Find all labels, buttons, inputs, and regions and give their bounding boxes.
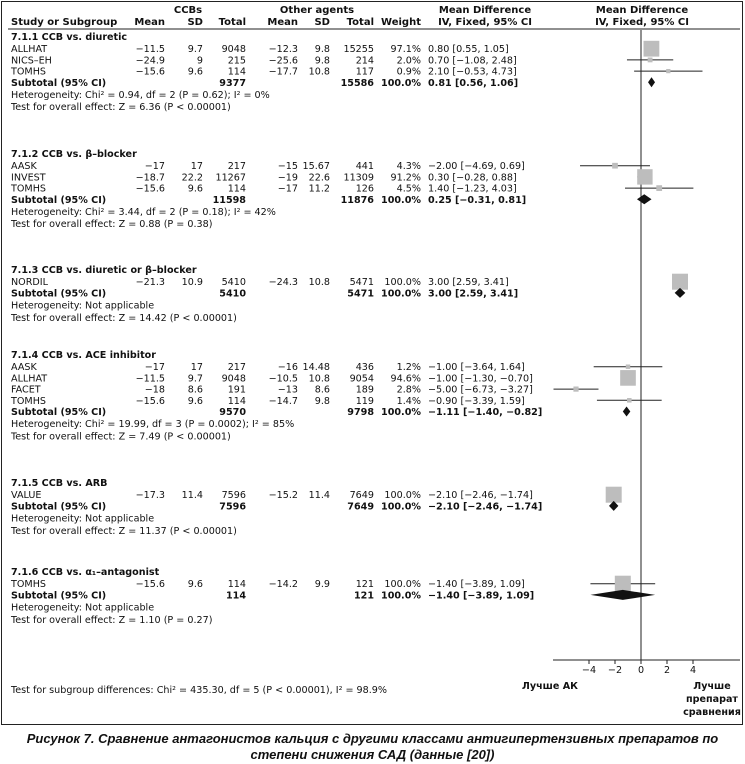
study-ci: −5.00 [−6.73, −3.27] [428,384,533,396]
other-sd: 10.8 [308,373,330,385]
heterogeneity-text: Heterogeneity: Chi² = 19.99, df = 3 (P = 0.0002); I² = 85% [11,419,295,431]
x-tick-label: 4 [689,665,697,676]
other-sd: 9.8 [314,44,330,56]
study-name: TOMHS [11,579,46,591]
ccb-total: 114 [227,66,246,78]
other-total: 117 [355,66,374,78]
study-name: AASK [11,362,37,374]
weight-square [666,69,670,73]
ccb-sd: 22.2 [181,172,203,184]
weight-square [656,185,662,191]
ccb-sd: 9.6 [187,395,203,407]
other-mean: −16 [277,362,298,374]
ccb-mean: −15.6 [135,395,165,407]
study-weight: 2.0% [396,55,421,67]
group-title: 7.1.6 CCB vs. α₁–antagonist [11,567,160,578]
subtotal-other-total: 11876 [340,194,374,206]
study-ci: 0.80 [0.55, 1.05] [428,44,509,56]
other-mean: −13 [277,384,298,396]
ccb-mean: −21.3 [135,277,165,289]
other-mean: −24.3 [268,277,298,289]
heterogeneity-text: Heterogeneity: Chi² = 3.44, df = 2 (P = 0.18); I² = 42% [11,207,276,218]
study-ci: −1.40 [−3.89, 1.09] [428,579,525,591]
other-total: 11309 [343,172,374,184]
subtotal-weight: 100.0% [381,194,421,206]
header-mean-2: Mean [267,17,298,28]
other-total: 5471 [349,277,374,289]
other-sd: 9.9 [314,579,330,591]
study-name: FACET [11,384,41,396]
heterogeneity-text: Heterogeneity: Not applicable [11,602,155,614]
caption-line-1: Рисунок 7. Сравнение антагонистов кальция с другими классами антигипертензивных препаратов по [26,731,719,746]
other-total: 119 [355,395,374,407]
ccb-total: 11267 [215,172,246,184]
study-name: VALUE [11,490,42,502]
other-mean: −25.6 [268,55,298,67]
ccb-total: 5410 [221,277,246,289]
other-total: 9054 [349,373,374,385]
subtotal-ccb-total: 9377 [219,77,246,89]
ccb-sd: 17 [190,362,203,374]
heterogeneity-text: Heterogeneity: Not applicable [11,300,155,312]
ccb-total: 217 [227,362,246,374]
overall-effect-text: Test for overall effect: Z = 14.42 (P < 0.00001) [11,312,237,324]
other-mean: −14.2 [268,579,298,591]
ccb-sd: 9.6 [187,183,203,195]
subtotal-weight: 100.0% [381,407,421,418]
heterogeneity-text: Heterogeneity: Not applicable [11,513,155,525]
figure-caption [0,731,745,763]
other-total: 441 [355,161,374,173]
pooled-diamond [648,77,655,87]
subtotal-weight: 100.0% [381,590,421,602]
other-mean: −17.7 [268,66,298,78]
study-weight: 1.4% [396,395,421,407]
x-tick-label: 0 [637,665,645,676]
study-weight: 4.5% [396,183,421,195]
overall-effect-text: Test for overall effect: Z = 1.10 (P = 0.27) [11,614,213,626]
other-sd: 11.2 [308,183,330,195]
study-ci: 2.10 [−0.53, 4.73] [428,66,517,78]
favours-right-label: сравнения [683,707,741,718]
other-sd: 8.6 [314,384,330,396]
ccb-total: 114 [227,395,246,407]
header-sd-1: SD [187,17,203,28]
heterogeneity-text: Heterogeneity: Chi² = 0.94, df = 2 (P = 0.62); I² = 0% [11,90,270,101]
subtotal-weight: 100.0% [381,501,421,513]
ccb-sd: 9.7 [187,44,203,56]
header-total-2: Total [346,17,374,28]
group-title: 7.1.1 CCB vs. diuretic [11,32,128,43]
subtotal-ccb-total: 5410 [219,288,246,300]
study-ci: −1.00 [−3.64, 1.64] [428,362,525,374]
ccb-sd: 9 [196,55,203,67]
other-sd: 14.48 [302,362,330,374]
group-title: 7.1.5 CCB vs. ARB [11,478,108,489]
ccb-mean: −17.3 [135,490,165,502]
header-study: Study or Subgroup [11,17,118,28]
subtotal-ci: −1.11 [−1.40, −0.82] [428,407,543,418]
ccb-mean: −18.7 [135,172,165,184]
subgroup-test: Test for subgroup differences: Chi² = 435.30, df = 5 (P < 0.00001), I² = 98.9% [11,685,388,696]
group-title: 7.1.2 CCB vs. β–blocker [11,149,137,160]
weight-square [573,387,578,392]
ccb-total: 7596 [221,490,246,502]
other-sd: 10.8 [308,277,330,289]
header-mean-1: Mean [134,17,165,28]
other-sd: 11.4 [308,490,330,502]
ccb-mean: −18 [144,384,165,396]
ccb-total: 9048 [221,44,246,56]
header-other-agents: Other agents [279,5,355,16]
ccb-sd: 17 [190,161,203,173]
pooled-diamond [623,407,631,417]
x-tick-label: −4 [581,665,597,676]
other-sd: 15.67 [302,161,330,173]
subtotal-label: Subtotal (95% CI) [11,501,107,513]
ccb-mean: −24.9 [135,55,165,67]
subtotal-label: Subtotal (95% CI) [11,590,107,602]
weight-square [626,364,630,368]
study-ci: 0.30 [−0.28, 0.88] [428,172,517,184]
weight-square [643,41,659,57]
ccb-mean: −15.6 [135,579,165,591]
other-sd: 9.8 [314,55,330,67]
study-weight: 0.9% [396,66,421,78]
favours-left-label: Лучше АК [521,681,578,692]
other-sd: 9.8 [314,395,330,407]
header-method-left: IV, Fixed, 95% CI [438,17,532,28]
ccb-mean: −15.6 [135,66,165,78]
other-total: 214 [355,55,374,67]
x-tick-label: −2 [607,665,623,676]
ccb-mean: −17 [144,362,165,374]
other-mean: −14.7 [268,395,298,407]
overall-effect-text: Test for overall effect: Z = 6.36 (P < 0.00001) [11,102,231,114]
study-weight: 91.2% [390,172,421,184]
header-method-right: IV, Fixed, 95% CI [595,17,689,28]
weight-square [637,169,652,184]
weight-square [627,398,632,403]
subtotal-label: Subtotal (95% CI) [11,194,107,206]
study-name: INVEST [11,172,46,184]
subtotal-ccb-total: 7596 [219,501,246,513]
other-mean: −19 [277,172,298,184]
header-md-left: Mean Difference [438,5,532,16]
weight-square [606,487,622,503]
study-ci: −2.10 [−2.46, −1.74] [428,490,533,502]
subtotal-ci: 0.25 [−0.31, 0.81] [428,194,527,206]
study-weight: 1.2% [396,362,421,374]
header-weight: Weight [381,17,421,28]
subtotal-other-total: 7649 [347,501,374,513]
subtotal-other-total: 5471 [347,288,374,300]
ccb-sd: 8.6 [187,384,203,396]
other-sd: 22.6 [308,172,330,184]
ccb-sd: 9.6 [187,579,203,591]
ccb-total: 114 [227,579,246,591]
overall-effect-text: Test for overall effect: Z = 11.37 (P < 0.00001) [11,525,237,537]
ccb-total: 217 [227,161,246,173]
ccb-total: 191 [227,384,246,396]
study-name: AASK [11,161,37,173]
x-tick-label: 2 [663,665,671,676]
ccb-sd: 9.7 [187,373,203,385]
subtotal-ci: −1.40 [−3.89, 1.09] [428,590,535,602]
subtotal-ccb-total: 11598 [212,194,246,206]
header-total-1: Total [218,17,246,28]
study-weight: 2.8% [396,384,421,396]
ccb-mean: −11.5 [135,373,165,385]
other-mean: −15.2 [268,490,298,502]
subtotal-ci: 3.00 [2.59, 3.41] [428,288,519,300]
study-ci: −1.00 [−1.30, −0.70] [428,373,533,385]
weight-square [612,163,618,169]
subtotal-other-total: 15586 [340,77,374,89]
other-total: 121 [355,579,374,591]
subtotal-ci: −2.10 [−2.46, −1.74] [428,501,543,513]
other-mean: −17 [277,183,298,195]
other-mean: −15 [277,161,298,173]
group-title: 7.1.3 CCB vs. diuretic or β–blocker [11,265,197,276]
study-weight: 94.6% [390,373,421,385]
pooled-diamond [637,194,652,204]
study-ci: −0.90 [−3.39, 1.59] [428,395,525,407]
study-ci: 1.40 [−1.23, 4.03] [428,183,517,195]
other-total: 436 [355,362,374,374]
subtotal-ccb-total: 9570 [219,407,246,418]
subtotal-other-total: 121 [353,590,374,602]
subtotal-weight: 100.0% [381,288,421,300]
favours-right-label: препарат [685,694,739,705]
study-name: NICS–EH [11,55,52,67]
subtotal-label: Subtotal (95% CI) [11,407,107,418]
weight-square [672,274,688,290]
ccb-mean: −17 [144,161,165,173]
group-title: 7.1.4 CCB vs. ACE inhibitor [11,350,156,361]
other-sd: 10.8 [308,66,330,78]
overall-effect-text: Test for overall effect: Z = 0.88 (P = 0.38) [11,219,213,231]
subtotal-label: Subtotal (95% CI) [11,77,107,89]
study-ci: 3.00 [2.59, 3.41] [428,277,509,289]
other-total: 15255 [343,44,374,56]
study-ci: 0.70 [−1.08, 2.48] [428,55,517,67]
other-total: 189 [355,384,374,396]
ccb-sd: 11.4 [181,490,203,502]
favours-right-label: Лучше [693,681,731,692]
study-name: NORDIL [11,277,48,289]
other-mean: −12.3 [268,44,298,56]
other-total: 126 [355,183,374,195]
ccb-total: 114 [227,183,246,195]
ccb-mean: −11.5 [135,44,165,56]
header-md-right: Mean Difference [595,5,689,16]
overall-effect-text: Test for overall effect: Z = 7.49 (P < 0.00001) [11,431,231,443]
pooled-diamond [590,590,655,600]
study-weight: 97.1% [390,44,421,56]
ccb-total: 9048 [221,373,246,385]
ccb-mean: −15.6 [135,183,165,195]
header-sd-2: SD [314,17,330,28]
study-ci: −2.00 [−4.69, 0.69] [428,161,525,173]
study-name: ALLHAT [11,44,48,56]
subtotal-weight: 100.0% [381,77,421,89]
study-name: TOMHS [11,395,46,407]
ccb-total: 215 [227,55,246,67]
weight-square [615,576,631,592]
caption-line-2: степени снижения САД (данные [20]) [250,747,495,762]
study-weight: 4.3% [396,161,421,173]
study-name: TOMHS [11,183,46,195]
subtotal-ccb-total: 114 [225,590,246,602]
other-mean: −10.5 [268,373,298,385]
study-weight: 100.0% [384,490,421,502]
header-ccbs: CCBs [173,5,203,16]
weight-square [620,370,636,386]
ccb-sd: 9.6 [187,66,203,78]
study-name: TOMHS [11,66,46,78]
subtotal-other-total: 9798 [347,407,374,418]
study-weight: 100.0% [384,277,421,289]
subtotal-ci: 0.81 [0.56, 1.06] [428,77,519,89]
study-weight: 100.0% [384,579,421,591]
other-total: 7649 [349,490,374,502]
ccb-sd: 10.9 [181,277,203,289]
study-name: ALLHAT [11,373,48,385]
subtotal-label: Subtotal (95% CI) [11,288,107,300]
weight-square [648,57,653,62]
